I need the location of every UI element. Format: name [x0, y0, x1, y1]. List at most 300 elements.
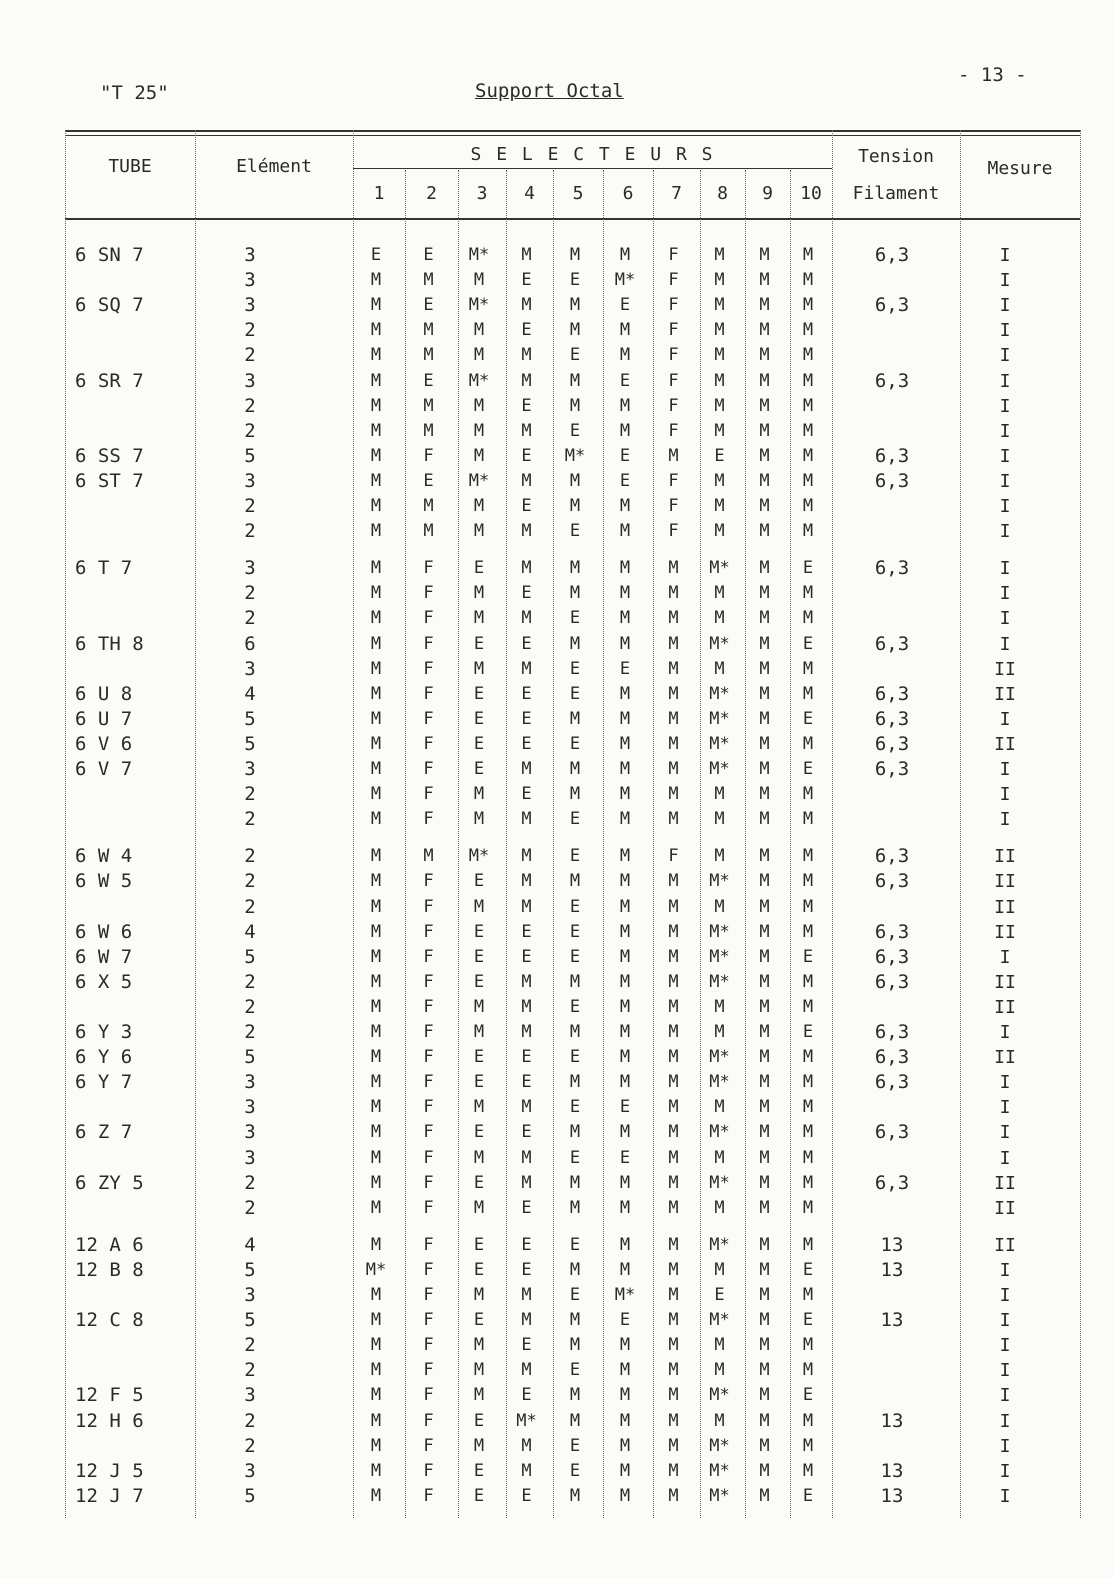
element-count: 3: [244, 758, 256, 780]
selector-value: M: [473, 896, 485, 917]
selector-value: M: [802, 420, 814, 441]
selector-value: M: [714, 521, 725, 542]
selector-value: M: [619, 996, 631, 1017]
selector-value: M: [619, 1360, 631, 1381]
selector-value: M: [714, 320, 725, 341]
mesure-value: II: [994, 1047, 1016, 1069]
selector-value: M: [370, 1335, 382, 1356]
selector-value: M: [473, 345, 485, 366]
selector-value: M*: [709, 558, 730, 579]
selector-value: M: [759, 683, 770, 704]
selector-value: M*: [709, 1310, 730, 1331]
selector-value: M: [521, 1285, 532, 1305]
filament-voltage: 6,3: [874, 557, 910, 580]
selector-value: M: [370, 846, 382, 867]
filament-voltage: 6,3: [874, 732, 910, 755]
selector-value: E: [473, 1310, 485, 1331]
element-count: 4: [244, 920, 256, 943]
mesure-value: I: [999, 370, 1011, 392]
selector-value: M: [473, 658, 485, 679]
mesure-value: II: [994, 1234, 1016, 1256]
element-count: 5: [244, 1484, 256, 1507]
selector-value: E: [473, 871, 485, 892]
selector-value: M: [521, 1147, 532, 1168]
selector-value: E: [521, 583, 532, 604]
selector-value: M: [619, 608, 631, 629]
filament-voltage: 6,3: [874, 845, 910, 868]
selector-value: M: [759, 420, 770, 441]
selector-value: M: [619, 1234, 631, 1255]
selector-value: M: [759, 445, 770, 466]
selector-value: F: [423, 971, 434, 992]
selector-value: M: [668, 1485, 679, 1506]
selector-value: M: [619, 896, 631, 917]
selector-value: F: [423, 996, 434, 1017]
selector-value: M: [370, 1022, 382, 1042]
selector-value: E: [569, 658, 581, 679]
selector-value: M: [619, 320, 631, 341]
selector-value: M: [370, 345, 382, 366]
selector-value: M: [473, 420, 485, 441]
selector-value: M: [668, 896, 679, 917]
selector-value: M: [370, 1072, 382, 1093]
selector-value: E: [473, 759, 485, 779]
selector-value: F: [423, 809, 434, 830]
selector-value: M: [802, 1047, 814, 1068]
selector-value: M: [370, 1360, 382, 1381]
selector-value: E: [521, 1197, 532, 1218]
element-count: 3: [244, 557, 256, 580]
selector-value: M: [759, 658, 770, 679]
selector-value: F: [668, 295, 679, 316]
selector-value: E: [619, 658, 631, 679]
selector-value: M: [802, 1147, 814, 1168]
mesure-value: II: [994, 658, 1016, 680]
selector-value: M: [759, 971, 770, 992]
selector-value: M: [668, 633, 679, 654]
mesure-value: I: [999, 946, 1011, 968]
selector-value: M: [759, 608, 770, 629]
selector-value: M*: [516, 1410, 537, 1431]
selector-value: M: [473, 1285, 485, 1305]
mesure-value: I: [999, 496, 1011, 517]
selector-value: M: [569, 1122, 581, 1143]
element-count: 2: [244, 1196, 256, 1219]
selector-value: M: [370, 470, 382, 491]
selector-value: M: [569, 1410, 581, 1431]
selector-value: M*: [614, 270, 636, 291]
selector-value: E: [569, 809, 581, 830]
mesure-value: I: [999, 583, 1011, 605]
tube-name: 6 W 7: [75, 945, 133, 968]
column-divider: [832, 130, 833, 1518]
selector-value: E: [619, 295, 631, 316]
selector-value: M: [423, 496, 434, 516]
tube-name: 12 A 6: [75, 1233, 144, 1256]
selector-value: M: [473, 784, 485, 805]
selector-value: M: [473, 809, 485, 830]
element-count: 2: [244, 808, 256, 831]
selector-value: M: [668, 1435, 679, 1456]
selector-value: M: [370, 420, 382, 441]
filament-voltage: 6,3: [874, 945, 910, 968]
filament-voltage: 13: [880, 1309, 904, 1332]
selector-value: M: [370, 633, 382, 654]
selector-value: M: [423, 345, 434, 366]
selector-value: E: [521, 320, 532, 341]
selector-value: M: [370, 759, 382, 779]
filament-voltage: 6,3: [874, 444, 910, 467]
selector-value: M*: [709, 921, 730, 942]
selector-value: M: [619, 946, 631, 967]
selector-value: M*: [709, 1047, 730, 1068]
selector-value: M: [802, 345, 814, 366]
element-count: 2: [244, 1409, 256, 1432]
mesure-value: I: [999, 1097, 1011, 1119]
selector-value: M: [802, 395, 814, 416]
selector-value: E: [473, 946, 485, 967]
selector-value: M*: [709, 1122, 730, 1143]
selector-value: M: [521, 996, 532, 1017]
selector-value: M: [759, 871, 770, 892]
element-count: 3: [244, 1121, 256, 1144]
selector-value: M: [759, 809, 770, 830]
selector-value: E: [569, 996, 581, 1017]
selector-value: M: [759, 896, 770, 917]
element-count: 3: [244, 469, 256, 492]
selector-value: M: [668, 1047, 679, 1068]
mesure-value: I: [999, 1460, 1011, 1482]
element-count: 2: [244, 495, 256, 517]
selector-value: M: [473, 1197, 485, 1218]
mesure-value: II: [994, 871, 1016, 893]
selector-value: M: [370, 733, 382, 754]
selector-value: F: [668, 245, 679, 265]
selector-value: F: [423, 1360, 434, 1381]
filament-voltage: 6,3: [874, 1046, 910, 1069]
tube-name: 6 Y 3: [75, 1021, 133, 1043]
selector-value: M: [759, 759, 770, 779]
selector-value: M: [759, 1310, 770, 1331]
selector-value: E: [802, 558, 814, 579]
selector-value: M: [714, 996, 725, 1017]
selector-value: M: [802, 1097, 814, 1118]
selector-value: M: [370, 1460, 382, 1481]
selector-value: M: [668, 971, 679, 992]
mesure-value: II: [994, 1172, 1016, 1194]
tube-name: 6 W 6: [75, 920, 133, 943]
selector-value: M: [668, 1122, 679, 1143]
selector-value: M: [802, 871, 814, 892]
selector-value: M: [619, 809, 631, 830]
tube-name: 6 V 6: [75, 732, 133, 755]
selector-value: F: [423, 946, 434, 967]
selector-value: M: [759, 345, 770, 366]
selector-value: E: [423, 370, 434, 391]
mesure-value: I: [999, 1385, 1011, 1407]
tube-name: 12 B 8: [75, 1258, 144, 1281]
element-count: 2: [244, 520, 256, 543]
selector-value: M: [473, 395, 485, 416]
selector-value: F: [423, 1310, 434, 1331]
selector-value: M*: [468, 470, 490, 491]
selector-value: E: [569, 270, 581, 291]
tube-name: 6 V 7: [75, 758, 133, 780]
filament-voltage: 13: [880, 1233, 904, 1256]
selector-value: M: [802, 1360, 814, 1381]
selector-value: M: [759, 245, 770, 265]
selector-value: M: [473, 521, 485, 542]
selector-value: M: [714, 896, 725, 917]
selector-value: M: [802, 896, 814, 917]
tube-name: 12 J 5: [75, 1459, 144, 1482]
selector-value: F: [423, 921, 434, 942]
header-selector-number: 1: [373, 183, 385, 204]
selector-value: M: [473, 1147, 485, 1168]
selector-value: M: [668, 809, 679, 830]
filament-voltage: 6,3: [874, 1171, 910, 1194]
selector-value: M: [802, 1234, 814, 1255]
selector-value: M: [521, 1360, 532, 1381]
selector-value: M: [619, 971, 631, 992]
element-count: 2: [244, 394, 256, 417]
selector-value: E: [473, 921, 485, 942]
selector-value: M: [759, 295, 770, 316]
selector-value: E: [521, 633, 532, 654]
element-count: 2: [244, 970, 256, 993]
selector-value: E: [521, 1485, 532, 1506]
selector-value: M: [619, 1022, 631, 1042]
selector-value: M: [569, 583, 581, 604]
selector-value: M: [370, 871, 382, 892]
selector-value: F: [668, 420, 679, 441]
selector-value: M: [619, 871, 631, 892]
mesure-value: I: [999, 320, 1011, 342]
tube-name: 12 C 8: [75, 1309, 144, 1332]
selector-value: M: [370, 445, 382, 466]
selector-value: F: [423, 583, 434, 604]
selector-value: M: [569, 708, 581, 729]
mesure-value: I: [999, 1285, 1011, 1306]
element-count: 3: [244, 369, 256, 392]
selector-value: M: [802, 608, 814, 629]
mesure-value: II: [994, 683, 1016, 705]
selector-value: M: [802, 496, 814, 516]
selector-value: E: [802, 1310, 814, 1331]
selector-value: M: [802, 733, 814, 754]
selector-value: M: [473, 1022, 485, 1042]
header-selector-number: 5: [572, 183, 584, 204]
selector-value: M: [521, 809, 532, 830]
selector-value: M: [619, 1197, 631, 1218]
selector-value: E: [521, 1385, 532, 1406]
selector-value: F: [668, 320, 679, 341]
selector-value: M: [802, 1335, 814, 1356]
selector-value: E: [802, 1385, 814, 1406]
mesure-value: I: [999, 1310, 1011, 1332]
element-count: 2: [244, 1359, 256, 1382]
selector-value: M: [802, 1122, 814, 1143]
selector-value: E: [521, 1335, 532, 1356]
selector-value: M: [370, 1485, 382, 1506]
selector-value: F: [423, 708, 434, 729]
selector-value: M: [802, 1285, 814, 1305]
selector-value: M: [569, 1072, 581, 1093]
selector-value: E: [569, 921, 581, 942]
mesure-value: I: [999, 1335, 1011, 1357]
selector-value: F: [668, 395, 679, 416]
selector-value: M: [619, 1460, 631, 1481]
selector-value: M: [521, 1435, 532, 1456]
selector-value: M: [714, 496, 725, 516]
selector-value: M: [370, 1122, 382, 1143]
selector-value: F: [668, 370, 679, 391]
selector-value: M: [668, 683, 679, 704]
element-count: 2: [244, 319, 256, 342]
selector-value: M: [473, 1360, 485, 1381]
mesure-value: I: [999, 1410, 1011, 1432]
selector-value: M: [619, 784, 631, 805]
selector-value: M*: [468, 846, 490, 867]
selector-value: M: [714, 395, 725, 416]
selector-value: M: [619, 733, 631, 754]
selector-value: M: [714, 1147, 725, 1168]
mesure-value: I: [999, 395, 1011, 417]
selector-value: M: [521, 245, 532, 265]
selector-value: M: [423, 270, 434, 291]
mesure-value: I: [999, 1122, 1011, 1144]
selector-value: E: [569, 1435, 581, 1456]
selector-value: M: [370, 395, 382, 416]
selector-value: F: [423, 1147, 434, 1168]
selector-value: F: [423, 1285, 434, 1305]
selector-value: M: [619, 759, 631, 779]
selector-value: E: [569, 1147, 581, 1168]
selector-value: E: [473, 708, 485, 729]
selector-value: M: [714, 1360, 725, 1381]
tube-name: 6 SS 7: [75, 444, 144, 467]
mesure-value: I: [999, 245, 1011, 266]
selector-value: M: [759, 1234, 770, 1255]
selector-value: M: [569, 1172, 581, 1193]
selector-value: M: [521, 1460, 532, 1481]
mesure-value: I: [999, 295, 1011, 317]
selector-value: F: [423, 1022, 434, 1042]
selector-value: M: [759, 558, 770, 579]
tube-name: 12 H 6: [75, 1409, 144, 1432]
selector-value: M: [802, 1435, 814, 1456]
selector-value: M: [668, 1097, 679, 1118]
selector-value: M: [714, 1022, 725, 1042]
selector-value: M: [619, 1047, 631, 1068]
selecteurs-underline: [353, 168, 832, 169]
selector-value: E: [569, 946, 581, 967]
mesure-value: I: [999, 558, 1011, 580]
selector-value: M: [370, 370, 382, 391]
selector-value: E: [619, 470, 631, 491]
selector-value: E: [473, 1410, 485, 1431]
selector-value: M: [668, 759, 679, 779]
selector-value: F: [423, 1047, 434, 1068]
selector-value: M: [802, 320, 814, 341]
element-count: 5: [244, 1258, 256, 1281]
selector-value: E: [802, 1259, 814, 1280]
element-count: 3: [244, 244, 256, 266]
header-mesure: Mesure: [987, 158, 1053, 179]
selector-value: M: [668, 445, 679, 466]
selector-value: E: [802, 1485, 814, 1506]
selector-value: M: [802, 1410, 814, 1431]
selector-value: E: [473, 1122, 485, 1143]
selector-value: M: [619, 846, 631, 867]
selector-value: F: [668, 470, 679, 491]
selector-value: M: [759, 784, 770, 805]
mesure-value: I: [999, 270, 1011, 292]
element-count: 4: [244, 682, 256, 705]
page-number: - 13 -: [958, 64, 1027, 86]
selector-value: M: [423, 846, 434, 867]
selector-value: M: [521, 896, 532, 917]
selector-value: E: [473, 1460, 485, 1481]
selector-value: M: [370, 1435, 382, 1456]
header-selector-number: 6: [622, 183, 634, 204]
selector-value: M: [759, 521, 770, 542]
selector-value: E: [521, 1047, 532, 1068]
selector-value: M: [759, 733, 770, 754]
selector-value: M: [759, 1285, 770, 1305]
table-top-rule-2: [65, 135, 1080, 136]
selector-value: M: [370, 1197, 382, 1218]
tube-name: 6 SQ 7: [75, 294, 144, 317]
selector-value: M: [569, 759, 581, 779]
selector-value: M: [714, 846, 725, 867]
selector-value: F: [423, 1197, 434, 1218]
mesure-value: I: [999, 345, 1011, 367]
element-count: 2: [244, 1021, 256, 1043]
selector-value: M: [759, 1022, 770, 1042]
selector-value: E: [619, 1310, 631, 1331]
selector-value: M: [759, 1147, 770, 1168]
selector-value: F: [423, 871, 434, 892]
selector-value: M: [569, 971, 581, 992]
filament-voltage: 6,3: [874, 632, 910, 655]
selector-value: M: [473, 270, 485, 291]
selector-value: M: [370, 521, 382, 542]
selector-value: M: [473, 996, 485, 1017]
selector-value: E: [473, 1047, 485, 1068]
selector-value: M: [668, 1172, 679, 1193]
filament-voltage: 13: [880, 1258, 904, 1281]
selector-value: E: [473, 1259, 485, 1280]
element-count: 5: [244, 707, 256, 730]
selector-value: M: [569, 496, 581, 516]
selector-value: M: [714, 784, 725, 805]
selector-value: E: [569, 733, 581, 754]
selector-value: M: [569, 1310, 581, 1331]
selector-value: M: [619, 1410, 631, 1431]
selector-value: M: [569, 245, 581, 265]
tube-name: 6 U 8: [75, 682, 133, 705]
column-divider: [65, 130, 66, 1518]
selector-value: M: [370, 583, 382, 604]
selector-value: M: [619, 345, 631, 366]
mesure-value: II: [994, 896, 1016, 918]
selector-value: M: [619, 1335, 631, 1356]
tube-name: 12 F 5: [75, 1384, 144, 1407]
selector-value: M: [714, 658, 725, 679]
selector-value: M: [569, 295, 581, 316]
tube-name: 6 SN 7: [75, 244, 144, 266]
